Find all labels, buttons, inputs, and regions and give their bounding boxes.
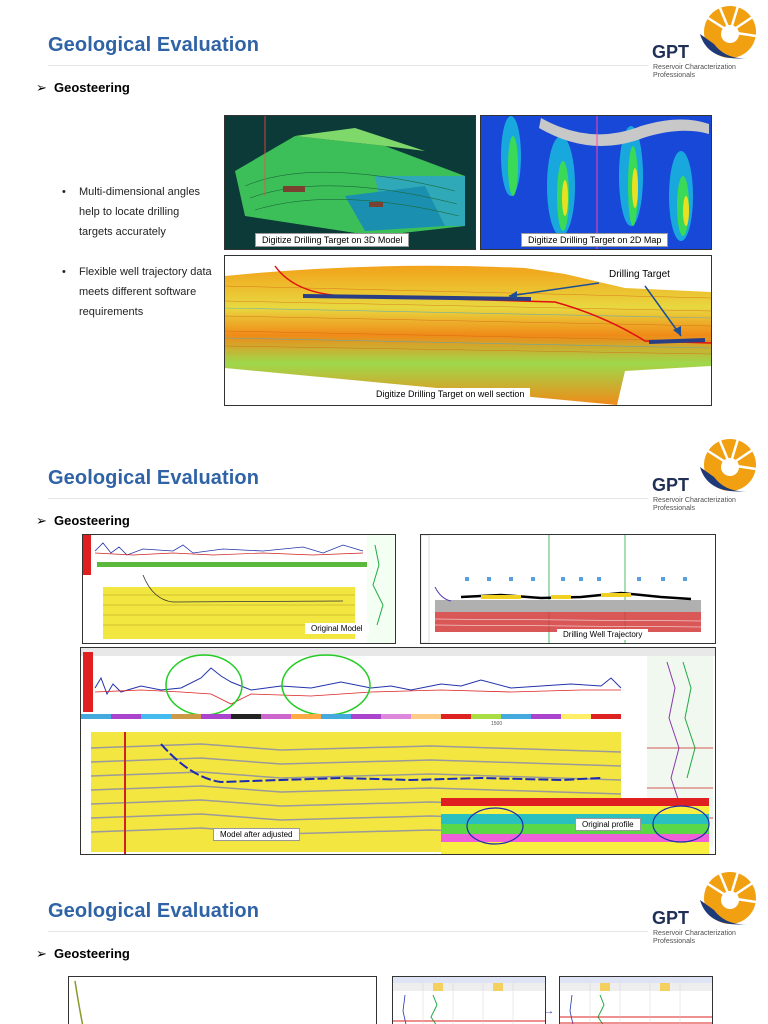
title-divider: [48, 65, 648, 66]
title-divider: [48, 931, 648, 932]
slide-3: [0, 866, 768, 1024]
trajectory-image: [420, 534, 716, 644]
axis-tick-labels: [81, 648, 715, 727]
curve-plot-image: [68, 976, 377, 1024]
logo-text: GPT: [652, 908, 690, 928]
logo-text: GPT: [652, 42, 690, 62]
caption-trajectory: Drilling Well Trajectory: [557, 629, 648, 640]
title-divider: [48, 498, 648, 499]
arrow-bullet-icon: ➢: [36, 946, 47, 961]
caption-2d-map: Digitize Drilling Target on 2D Map: [521, 233, 668, 247]
caption-well-section: Digitize Drilling Target on well section: [370, 388, 530, 400]
gpt-logo: [648, 4, 758, 84]
caption-original-profile: Original profile: [575, 818, 641, 831]
slide-title: Geological Evaluation: [48, 900, 260, 922]
mid-axis-label: 1500: [491, 721, 503, 727]
caption-adjusted: Model after adjusted: [213, 828, 300, 841]
logo-subtitle: Reservoir Characterization Professionals: [653, 497, 736, 512]
heading-text: Geosteering: [54, 946, 130, 961]
original-model-image: [82, 534, 396, 644]
adjusted-model-image: [80, 647, 716, 855]
slide-2: [0, 433, 768, 866]
arrow-bullet-icon: ➢: [36, 513, 47, 528]
heading-bullet: [36, 946, 130, 962]
arrow-icon: →: [544, 1006, 554, 1017]
model-3d-image: [224, 115, 476, 250]
bullet-1: [62, 182, 212, 242]
heading-text: Geosteering: [54, 80, 130, 95]
caption-original-model: Original Model: [305, 623, 369, 634]
bullet-2: [62, 262, 212, 322]
drilling-target-label: Drilling Target: [609, 269, 670, 280]
map-2d-image: [480, 115, 712, 250]
logo-subtitle: Reservoir Characterization Professionals: [653, 64, 736, 79]
log-panel-left: [392, 976, 546, 1024]
gpt-logo: [648, 870, 758, 950]
caption-3d-model: Digitize Drilling Target on 3D Model: [255, 233, 409, 247]
slide-title: Geological Evaluation: [48, 34, 260, 56]
arrow-bullet-icon: ➢: [36, 80, 47, 95]
slide-title: Geological Evaluation: [48, 467, 260, 489]
log-panel-right: [559, 976, 713, 1024]
heading-text: Geosteering: [54, 513, 130, 528]
bullet-text: Multi-dimensional angles help to locate drilling targets accurately: [79, 186, 201, 238]
heading-bullet: [36, 80, 130, 96]
logo-subtitle: Reservoir Characterization Professionals: [653, 930, 736, 945]
bullet-dot-icon: •: [62, 186, 66, 198]
slide-1: [0, 0, 768, 433]
well-section-image: [224, 255, 712, 406]
bullet-dot-icon: •: [62, 266, 66, 278]
bullet-text: Flexible well trajectory data meets different software requirements: [79, 266, 212, 318]
heading-bullet: [36, 513, 130, 529]
logo-text: GPT: [652, 475, 690, 495]
gpt-logo: [648, 437, 758, 517]
